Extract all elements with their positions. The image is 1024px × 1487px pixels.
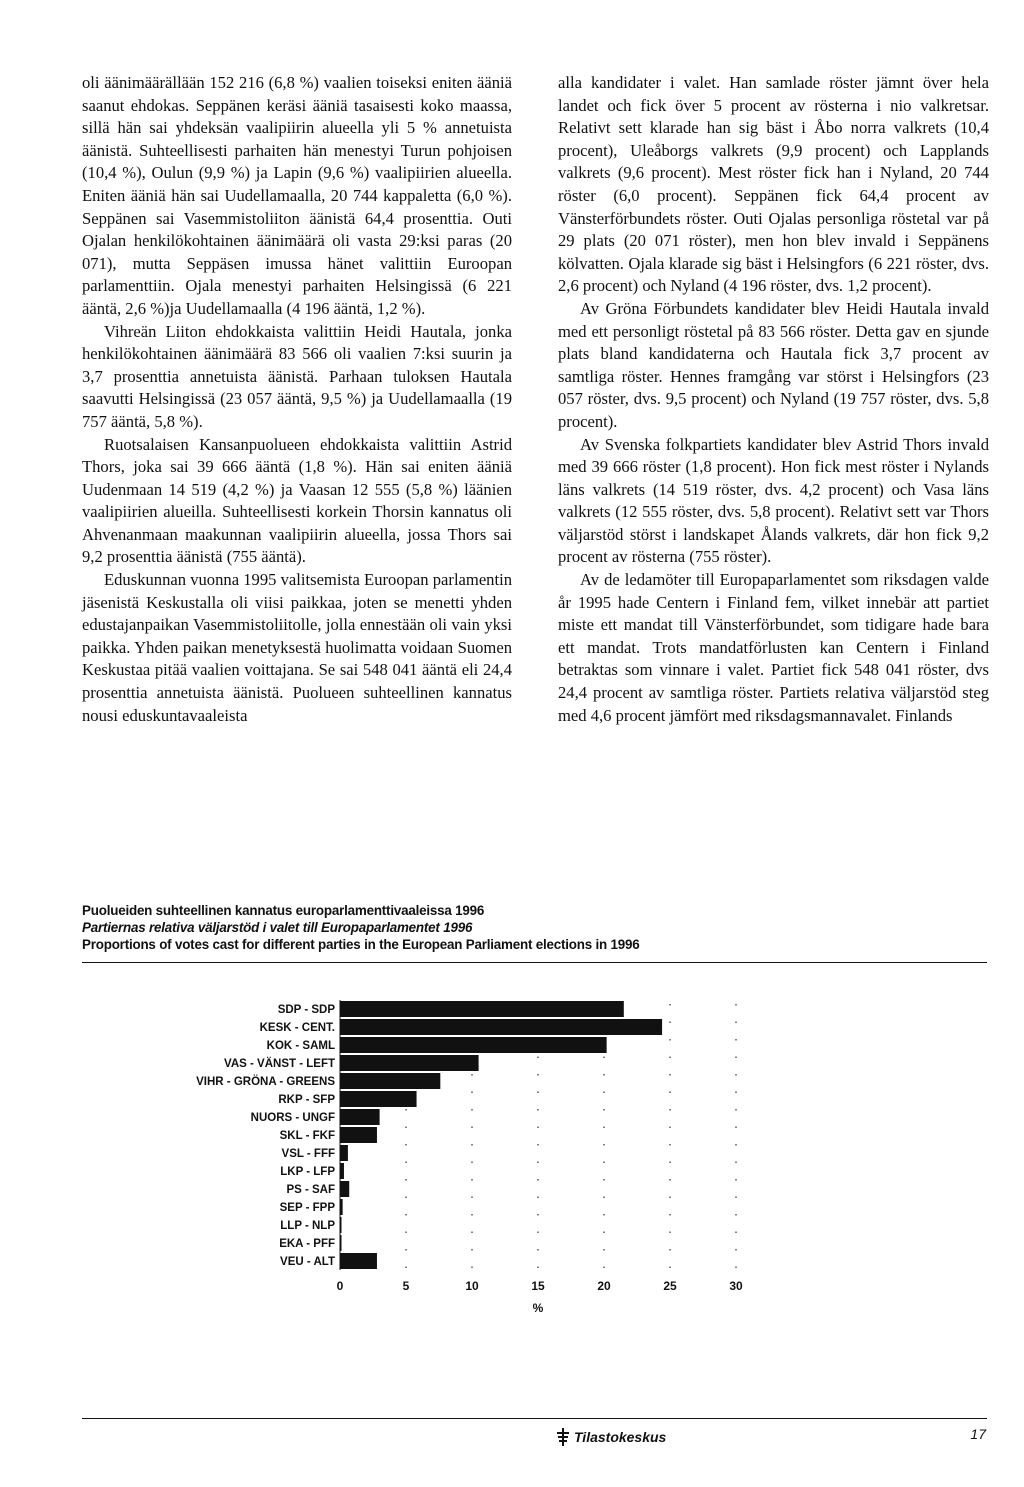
bar: [340, 1091, 417, 1107]
bar: [340, 1235, 342, 1251]
category-label: RKP - SFP: [278, 1094, 335, 1106]
category-label: EKA - PFF: [279, 1238, 335, 1250]
publisher-logo: [556, 1428, 666, 1446]
bar: [340, 1073, 440, 1089]
footer-rule: [82, 1418, 987, 1419]
bar: [340, 1127, 377, 1143]
x-tick-label: 10: [465, 1279, 479, 1293]
category-label: VIHR - GRÖNA - GREENS: [196, 1076, 335, 1088]
category-label: LLP - NLP: [280, 1220, 335, 1232]
bar-chart: [82, 963, 987, 1315]
paragraph: Ruotsalaisen Kansanpuolueen ehdokkaista valittiin Astrid Thors, joka sai 39 666 ääntä (1,8 %). Hän sai eniten ääniä Uudenmaan 14 519 (4,2 %) ja Vaasan 12 555 (5,8 %) läänien vaalipiirien alueilla. Suhteellisesti korkein Thorsin kannatus oli Ahvenanmaan maakunnan vaalipiirin alueella, jossa Thors sai 9,2 prosenttia äänistä (755 ääntä).: [82, 434, 512, 567]
x-tick-label: 30: [729, 1279, 743, 1293]
bar: [340, 1001, 624, 1017]
caption-english: Proportions of votes cast for different parties in the European Parliament elections in 1996: [82, 937, 640, 952]
x-axis-label: %: [532, 1301, 544, 1315]
category-label: VSL - FFF: [281, 1148, 335, 1160]
bar: [340, 1055, 479, 1071]
paragraph: Av Gröna Förbundets kandidater blev Heidi Hautala invald med ett personligt röstetal på 83 566 röster. Detta gav en sjunde plats bland kandidaterna och Hautala fick 3,7 procent av samtliga röster. Hennes framgång var störst i Helsingfors (23 057 röster, dvs. 9,5 procent) och Nyland (19 757 röster, dvs. 5,8 procent).: [558, 298, 989, 431]
paragraph: oli äänimäärällään 152 216 (6,8 %) vaalien toiseksi eniten ääniä saanut ehdokas. Seppänen keräsi ääniä tasaisesti koko maassa, sillä hän sai yhdeksän vaalipiirin alueella yli 5 % annetuista äänistä. Suhteellisesti parhaiten hän menestyi Turun pohjoisen (10,4 %), Oulun (9,9 %) ja Lapin (9,6 %) vaalipiirien alueella. Eniten ääniä hän sai Uudellamaalla, 20 744 kappaletta (6,0 %). Seppänen sai Vasemmistoliiton äänistä 64,4 prosenttia. Outi Ojalan henkilökohtainen äänimäärä oli vasta 29:ksi paras (20 071), mutta Seppäsen imussa hänet valittiin Euroopan parlamenttiin. Ojala menestyi parhaiten Helsingissä (6 221 ääntä, 2,6 %)ja Uudellamaalla (4 196 ääntä, 1,2 %).: [82, 73, 512, 318]
x-tick-label: 5: [402, 1279, 410, 1293]
bar: [340, 1199, 343, 1215]
statistics-finland-logo-icon: [556, 1428, 570, 1446]
chart-caption: [82, 902, 640, 953]
bar: [340, 1145, 348, 1161]
logo-text: Tilastokeskus: [574, 1429, 667, 1445]
bar: [340, 1163, 344, 1179]
x-tick-label: 25: [663, 1279, 677, 1293]
paragraph: Av de ledamöter till Europaparlamentet som riksdagen valde år 1995 hade Centern i Finland fem, vilket innebär att partiet miste ett mandat till Vänsterförbundet, som tidigare hade bara ett mandat. Trots mandatförlusten kan Centern i Finland betraktas som vinnare i valet. Partiet fick 548 041 röster, dvs 24,4 procent av samtliga röster. Partiets relativa väljarstöd steg med 4,6 procent jämfört med riksdagsmannavalet. Finlands: [558, 570, 989, 725]
left-text-column: [82, 72, 512, 727]
category-label: SEP - FPP: [279, 1202, 335, 1214]
x-tick-label: 20: [597, 1279, 611, 1293]
caption-finnish: Puolueiden suhteellinen kannatus europarlamenttivaaleissa 1996: [82, 903, 485, 918]
category-label: VAS - VÄNST - LEFT: [224, 1058, 335, 1070]
bar: [340, 1217, 342, 1233]
category-label: SKL - FKF: [279, 1130, 335, 1142]
category-label: LKP - LFP: [280, 1166, 335, 1178]
page-number: 17: [970, 1426, 986, 1442]
bar: [340, 1019, 662, 1035]
category-label: SDP - SDP: [277, 1004, 335, 1016]
x-tick-label: 0: [336, 1279, 344, 1293]
x-tick-label: 15: [531, 1279, 545, 1293]
category-label: KOK - SAML: [266, 1040, 335, 1052]
bar: [340, 1253, 377, 1269]
paragraph: alla kandidater i valet. Han samlade röster jämnt över hela landet och fick över 5 procent av rösterna i nio valkretsar. Relativt sett klarade han sig bäst i Åbo norra valkrets (10,4 procent), Uleåborgs valkrets (9,9 procent) och Lapplands valkrets (9,6 procent). Mest röster fick han i Nyland, 20 744 röster (6,0 procent). Seppänen fick 64,4 procent av Vänsterförbundets röster. Outi Ojalas personliga röstetal var på 29 plats (20 071 röster), men hon blev invald i Seppänens kölvatten. Ojala klarade sig bäst i Helsingfors (6 221 röster, dvs. 2,6 procent) och Nyland (4 196 röster, dvs. 1,2 procent).: [558, 73, 989, 296]
right-text-column: [558, 72, 989, 727]
chart-frame: [82, 962, 987, 1315]
bar: [340, 1109, 380, 1125]
bar: [340, 1037, 607, 1053]
caption-swedish: Partiernas relativa väljarstöd i valet till Europaparlamentet 1996: [82, 920, 473, 935]
paragraph: Eduskunnan vuonna 1995 valitsemista Euroopan parlamentin jäsenistä Keskustalla oli viisi paikkaa, joten se menetti yhden edustajanpaikan Vasemmistoliitolle, jolla ennestään oli vain yksi paikka. Yhden paikan menetyksestä huolimatta voidaan Suomen Keskustaa pitää vaalien voittajana. Se sai 548 041 ääntä eli 24,4 prosenttia annetuista äänistä. Puolueen suhteellinen kannatus nousi eduskuntavaaleista: [82, 570, 512, 725]
category-label: PS - SAF: [286, 1184, 335, 1196]
bar: [340, 1181, 349, 1197]
category-label: NUORS - UNGF: [250, 1112, 335, 1124]
paragraph: Av Svenska folkpartiets kandidater blev Astrid Thors invald med 39 666 röster (1,8 procent). Hon fick mest röster i Nylands läns valkrets (14 519 röster, dvs. 4,2 procent) och Vasa läns valkrets (12 555 röster, dvs. 5,8 procent). Relativt sett var Thors väljarstöd störst i landskapet Ålands valkrets, där hon fick 9,2 procent av rösterna (755 röster).: [558, 434, 989, 567]
category-label: VEU - ALT: [280, 1256, 335, 1268]
category-label: KESK - CENT.: [259, 1022, 335, 1034]
paragraph: Vihreän Liiton ehdokkaista valittiin Heidi Hautala, jonka henkilökohtainen äänimäärä 83 566 oli vaalien 7:ksi suurin ja 3,7 prosenttia annetuista äänistä. Parhaan tuloksen Hautala saavutti Helsingissä (23 057 ääntä, 9,5 %) ja Uudellamaalla (19 757 ääntä, 5,8 %).: [82, 321, 512, 431]
